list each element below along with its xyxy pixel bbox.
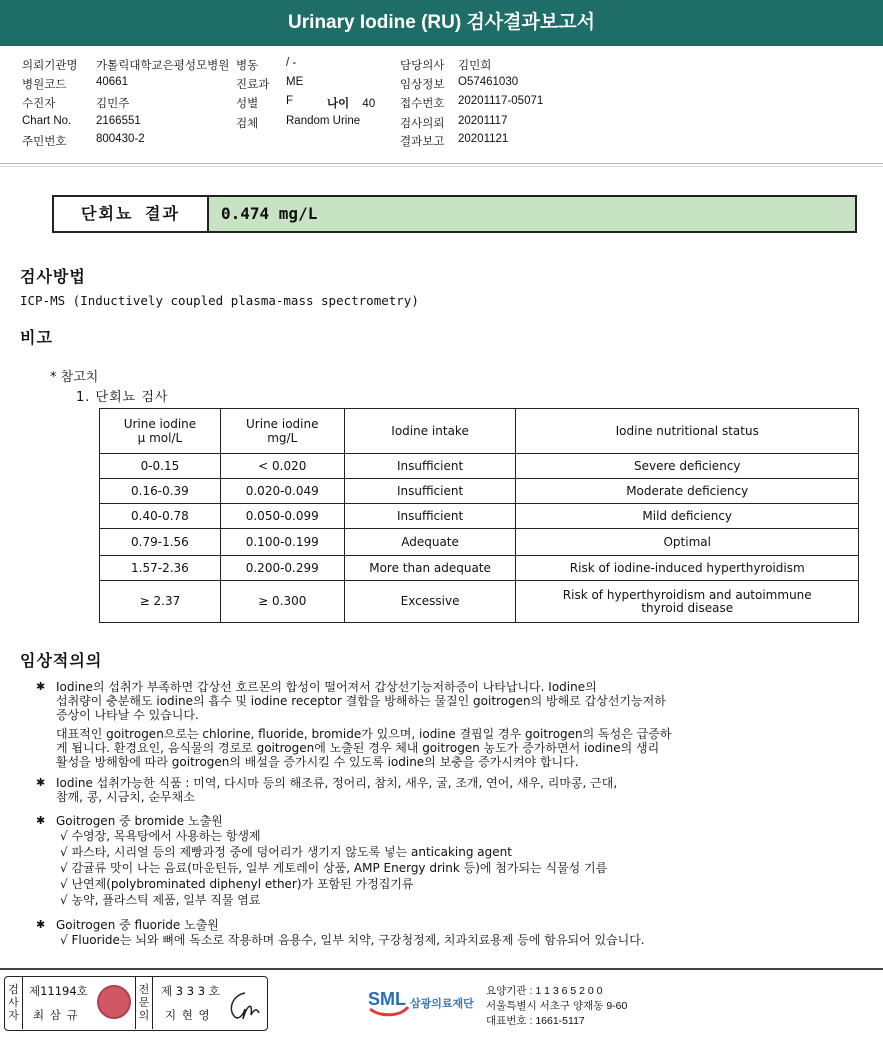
ref-cell: ≥ 0.300 (220, 581, 344, 623)
header-divider (0, 163, 883, 164)
tester-name: 최 삼 규 (33, 1008, 79, 1022)
clinical-line: Iodine 섭취가능한 식품 : 미역, 다시마 등의 해조류, 정어리, 참치, 새우, 굴, 조개, 연어, 새우, 리마콩, 근대, (56, 776, 618, 790)
header-left-label: 병원코드 (22, 79, 67, 91)
footer-divider (0, 968, 883, 970)
ref-cell: Excessive (344, 581, 516, 623)
clinical-heading: 임상적의의 (20, 651, 103, 670)
ref-row (100, 504, 859, 529)
header-right-value: 20201117 (458, 115, 508, 127)
result-value: 0.474 mg/L (209, 197, 855, 231)
tester-label: 검 사 자 (5, 977, 23, 1029)
ref-cell: 0-0.15 (100, 454, 221, 479)
bullet-icon: ✱ (36, 776, 46, 789)
ref-cell: Optimal (516, 529, 859, 556)
ref-cell: Mild deficiency (516, 504, 859, 529)
clinical-subitem: √ 농약, 플라스틱 제품, 일부 직물 염료 (60, 893, 261, 907)
header-left-value: 800430-2 (96, 133, 145, 145)
header-left-label: Chart No. (22, 115, 72, 127)
header-mid-label: 진료과 (236, 79, 270, 91)
report-title: Urinary Iodine (RU) 검사결과보고서 (0, 0, 883, 46)
specialist-name: 지 현 영 (165, 1008, 211, 1022)
ref-cell: Moderate deficiency (516, 479, 859, 504)
org-logo (366, 983, 486, 1023)
ref-cell: 0.79-1.56 (100, 529, 221, 556)
clinical-line: 대표적인 goitrogen으로는 chlorine, fluoride, bromide가 있으며, iodine 결핍일 경우 goitrogen의 독성은 급증하 (56, 727, 672, 741)
ref-row (100, 529, 859, 556)
header-left-value: 40661 (96, 76, 128, 88)
ref-cell: Severe deficiency (516, 454, 859, 479)
ref-cell: 0.020-0.049 (220, 479, 344, 504)
ref-cell: 0.200-0.299 (220, 556, 344, 581)
age-label: 나이 (327, 98, 350, 110)
ref-row (100, 454, 859, 479)
org-phone: 대표번호 : 1661-5117 (486, 1015, 585, 1027)
clinical-bullet (36, 918, 856, 948)
org-address: 서울특별시 서초구 양재동 9-60 (486, 1000, 628, 1012)
header-right-label: 검사의뢰 (400, 118, 445, 130)
header-right-value: O57461030 (458, 76, 519, 88)
ref-cell: < 0.020 (220, 454, 344, 479)
specialist-license: 제 3 3 3 호 (161, 984, 220, 998)
org-name: 삼광의료재단 (410, 997, 474, 1010)
clinical-line: 증상이 나타날 수 있습니다. (56, 708, 199, 722)
ref-cell: Insufficient (344, 479, 516, 504)
clinical-line: Goitrogen 중 bromide 노출원 (56, 814, 223, 828)
ref-cell: ≥ 2.37 (100, 581, 221, 623)
reference-table (99, 408, 859, 623)
ref-cell: Insufficient (344, 504, 516, 529)
bullet-icon: ✱ (36, 814, 46, 827)
reference-subtitle: 1. 단회뇨 검사 (76, 390, 169, 405)
sml-logo-icon (366, 983, 412, 1023)
ref-row (100, 556, 859, 581)
header-left-label: 주민번호 (22, 136, 67, 148)
remark-heading: 비고 (20, 328, 53, 347)
clinical-line: Goitrogen 중 fluoride 노출원 (56, 918, 219, 932)
result-label: 단회뇨 결과 (54, 197, 209, 231)
header-right-value: 20201117-05071 (458, 95, 544, 107)
method-text: ICP-MS (Inductively coupled plasma-mass spectrometry) (20, 293, 419, 308)
header-right-value: 김민희 (458, 60, 492, 72)
age-value: 40 (362, 98, 376, 110)
org-code: 요양기관 : 1 1 3 6 5 2 0 0 (486, 985, 603, 997)
ref-header-cell: Iodine intake (344, 409, 516, 454)
ref-header-cell: Urine iodine mg/L (220, 409, 344, 454)
clinical-subitem: √ 수영장, 목욕탕에서 사용하는 항생제 (60, 829, 261, 843)
header-mid-value: F (286, 95, 294, 107)
clinical-line: 섭취량이 충분해도 iodine의 흡수 및 iodine receptor 결합을 방해하는 물질인 goitrogen의 방해로 갑상선기능저하 (56, 694, 666, 708)
ref-cell: Risk of hyperthyroidism and autoimmune thyroid disease (516, 581, 859, 623)
ref-row (100, 581, 859, 623)
ref-cell: Adequate (344, 529, 516, 556)
clinical-subitem: √ 감귤류 맛이 나는 음료(마운틴듀, 일부 게토레이 상품, AMP Energy drink 등)에 첨가되는 식물성 기름 (60, 861, 608, 875)
specialist-label: 전 문 의 (135, 977, 153, 1029)
header-right-label: 결과보고 (400, 136, 445, 148)
signature-icon (223, 987, 263, 1023)
result-box (52, 195, 857, 233)
header-mid-value: / - (286, 57, 297, 69)
ref-cell: 0.16-0.39 (100, 479, 221, 504)
ref-header-cell: Iodine nutritional status (516, 409, 859, 454)
header-mid-label: 검체 (236, 118, 259, 130)
header-divider-2 (0, 166, 883, 167)
ref-cell: 0.100-0.199 (220, 529, 344, 556)
header-left-label: 수진자 (22, 98, 56, 110)
header-left-label: 의뢰기관명 (22, 60, 78, 72)
header-left-value: 가톨릭대학교은평성모병원 (96, 60, 230, 72)
header-right-value: 20201121 (458, 133, 509, 145)
clinical-subitem: √ 난연제(polybrominated diphenyl ether)가 포함된 가정집기류 (60, 877, 414, 891)
header-left-value: 2166551 (96, 115, 141, 127)
ref-header-cell: Urine iodine μ mol/L (100, 409, 221, 454)
ref-row (100, 479, 859, 504)
clinical-bullet (36, 680, 856, 769)
header-right-label: 임상정보 (400, 79, 445, 91)
clinical-line: 참깨, 콩, 시금치, 순무채소 (56, 790, 195, 804)
header-mid-label: 성별 (236, 98, 259, 110)
clinical-line: Iodine의 섭취가 부족하면 갑상선 호르몬의 합성이 떨어져서 갑상선기능저하증이 나타납니다. Iodine의 (56, 680, 597, 694)
header-right-label: 접수번호 (400, 98, 445, 110)
ref-cell: Insufficient (344, 454, 516, 479)
clinical-line: 활성을 방해함에 따라 goitrogen의 배설을 증가시킬 수 있도록 iodine의 보충을 증가시켜야 합니다. (56, 755, 579, 769)
clinical-subitem: √ 파스타, 시리얼 등의 제빵과정 중에 덩어리가 생기지 않도록 넣는 anticaking agent (60, 845, 512, 859)
tester-seal-icon (97, 985, 131, 1019)
clinical-bullet (36, 776, 856, 804)
header-right-label: 담당의사 (400, 60, 445, 72)
ref-cell: More than adequate (344, 556, 516, 581)
ref-cell: 1.57-2.36 (100, 556, 221, 581)
clinical-subitem: √ Fluoride는 뇌와 뼈에 독소로 작용하며 음용수, 일부 치약, 구강청정제, 치과치료용제 등에 함유되어 있습니다. (60, 933, 645, 947)
ref-cell: 0.40-0.78 (100, 504, 221, 529)
logo-text: SML (368, 989, 406, 1009)
ref-cell: 0.050-0.099 (220, 504, 344, 529)
header-left-value: 김민주 (96, 98, 130, 110)
tester-license: 제11194호 (29, 984, 88, 998)
clinical-bullet (36, 814, 856, 908)
reference-title: * 참고치 (50, 370, 99, 385)
method-heading: 검사방법 (20, 267, 86, 286)
header-mid-value: ME (286, 76, 304, 88)
org-info (486, 984, 627, 1029)
clinical-line: 게 됩니다. 환경요인, 음식물의 경로로 goitrogen에 노출된 경우 체내 goitrogen 농도가 증가하면서 iodine의 생리 (56, 741, 660, 755)
bullet-icon: ✱ (36, 680, 46, 693)
signature-box (4, 976, 268, 1031)
bullet-icon: ✱ (36, 918, 46, 931)
header-mid-label: 병동 (236, 60, 259, 72)
ref-cell: Risk of iodine-induced hyperthyroidism (516, 556, 859, 581)
header-mid-value: Random Urine (286, 115, 361, 127)
